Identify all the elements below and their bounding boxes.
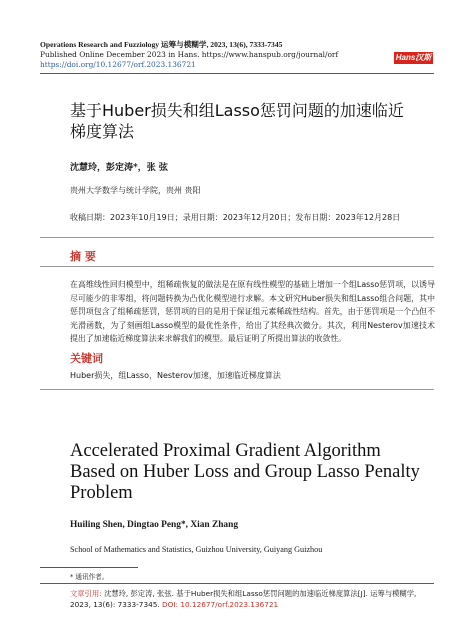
keywords-text: Huber损失，组Lasso，Nesterov加速，加速临近梯度算法 — [70, 371, 281, 380]
citation-text: 沈慧玲, 彭定涛, 张弦. 基于Huber损失和组Lasso惩罚问题的加速临近梯度算法[J]. 运筹与模糊学, 2023, 13(6): 7333-7345. — [70, 589, 417, 609]
chinese-affiliation: 贵州大学数学与统计学院，贵州 贵阳 — [70, 186, 201, 195]
keywords-rule — [40, 389, 434, 390]
citation-rule — [40, 583, 434, 584]
abstract-bottom-rule — [40, 266, 434, 267]
hans-logo: Hans汉斯 — [395, 53, 432, 62]
english-title: Accelerated Proximal Gradient Algorithm Based on Huber Loss and Group Lasso Penalty Problem — [70, 441, 420, 503]
journal-name: Operations Research and Fuzziology 运筹与模糊学, 2023, 13(6), 7333-7345 — [40, 40, 283, 49]
chinese-title: 基于Huber损失和组Lasso惩罚问题的加速临近梯度算法 — [70, 101, 404, 141]
abstract-text: 在高维线性回归模型中，组稀疏恢复的做法是在原有线性模型的基础上增加一个组Lasso惩罚项，以诱导尽可能少的非零组，将问题转换为凸优化模型进行求解。本文研究Huber损失和组Lasso组合问题，其中惩罚项包含了组稀疏惩罚，惩罚项的目的是用于保证组元素稀疏性结构。首先，由于惩罚项是一个凸但不光滑函数，为了刻画组Lasso模型的最优性条件，给出了其经典次微分。其次，利用Nesterov加速技术提出了加速临近梯度算法来求解我们的模型。最后证明了所提出算法的收敛性。 — [70, 280, 435, 343]
english-authors: Huiling Shen, Dingtao Peng*, Xian Zhang — [70, 520, 239, 530]
keywords-heading: 关键词 — [70, 352, 103, 365]
journal-doi-link[interactable]: https://doi.org/10.12677/orf.2023.136721 — [40, 60, 196, 69]
chinese-authors: 沈慧玲，彭定涛*，张 弦 — [70, 163, 168, 173]
citation-label: 文章引用: — [70, 589, 102, 598]
journal-publish-info: Published Online December 2023 in Hans. https://www.hanspub.org/journal/orf — [40, 50, 339, 59]
english-affiliation: School of Mathematics and Statistics, Guizhou University, Guiyang Guizhou — [70, 545, 323, 554]
article-dates: 收稿日期：2023年10月19日；录用日期：2023年12月20日；发布日期：2023年12月28日 — [70, 213, 401, 222]
footnote-rule — [40, 567, 138, 568]
citation-block — [70, 588, 434, 610]
abstract-top-rule — [40, 237, 434, 238]
header-rule — [40, 73, 434, 74]
citation-doi-link[interactable]: DOI: 10.12677/orf.2023.136721 — [162, 600, 279, 609]
corresponding-author-note: * 通讯作者。 — [70, 573, 109, 581]
abstract-heading: 摘 要 — [70, 250, 96, 263]
